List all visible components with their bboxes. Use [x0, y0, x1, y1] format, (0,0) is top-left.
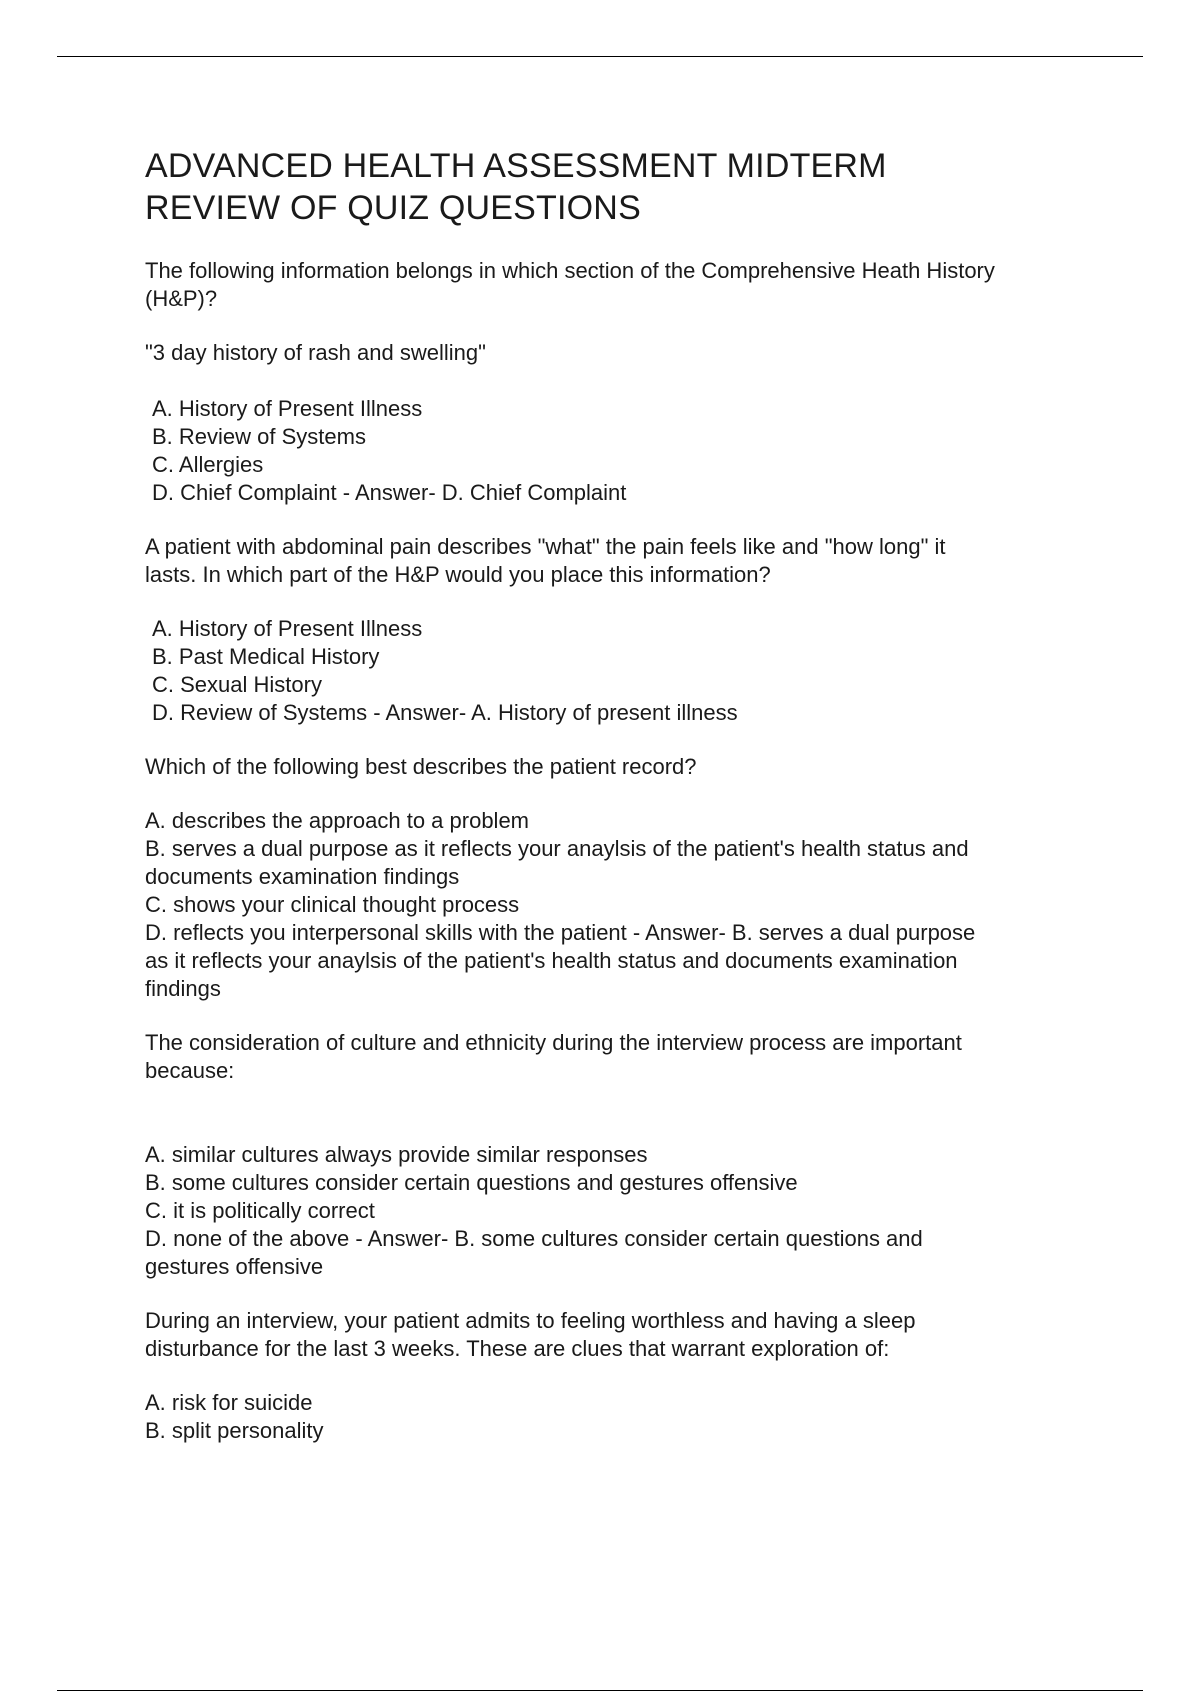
option-line-answer: D. none of the above - Answer- B. some cultures consider certain questions and — [145, 1226, 923, 1251]
option-line-answer: gestures offensive — [145, 1254, 324, 1279]
option-item: B. Past Medical History — [152, 644, 380, 669]
option-item-answer: D. Chief Complaint - Answer- D. Chief Complaint — [152, 480, 627, 505]
title-line: REVIEW OF QUIZ QUESTIONS — [145, 189, 641, 227]
option-line: C. shows your clinical thought process — [145, 892, 520, 917]
option-line: B. serves a dual purpose as it reflects your anaylsis of the patient's health status and — [145, 836, 969, 861]
option-item-answer: D. Review of Systems - Answer- A. History of present illness — [152, 700, 738, 725]
question-line: (H&P)? — [145, 286, 218, 311]
question-quote: "3 day history of rash and swelling" — [145, 340, 486, 365]
question-line: Which of the following best describes the patient record? — [145, 754, 697, 779]
option-line-answer: D. reflects you interpersonal skills with the patient - Answer- B. serves a dual purpose — [145, 920, 976, 945]
question-line: because: — [145, 1058, 235, 1083]
question-text — [145, 533, 1095, 589]
question-1 — [145, 257, 1095, 507]
option-line: A. describes the approach to a problem — [145, 808, 530, 833]
question-text — [145, 753, 1095, 781]
question-2 — [145, 533, 1095, 727]
question-line: The consideration of culture and ethnicity during the interview process are important — [145, 1030, 962, 1055]
option-item: A. History of Present Illness — [152, 396, 423, 421]
question-text — [145, 1307, 1095, 1363]
option-item: C. Sexual History — [152, 672, 322, 697]
option-line: A. similar cultures always provide similar responses — [145, 1142, 648, 1167]
option-line: B. split personality — [145, 1418, 324, 1443]
question-line: disturbance for the last 3 weeks. These are clues that warrant exploration of: — [145, 1336, 890, 1361]
document-title — [145, 145, 1095, 229]
bottom-divider — [57, 1690, 1143, 1691]
option-item: B. Review of Systems — [152, 424, 366, 449]
option-list — [145, 1141, 1095, 1281]
option-item: C. Allergies — [152, 452, 264, 477]
option-line: documents examination findings — [145, 864, 460, 889]
option-list — [145, 395, 1095, 507]
title-line: ADVANCED HEALTH ASSESSMENT MIDTERM — [145, 147, 887, 185]
question-4 — [145, 1029, 1095, 1281]
option-line: A. risk for suicide — [145, 1390, 313, 1415]
question-line: During an interview, your patient admits to feeling worthless and having a sleep — [145, 1308, 916, 1333]
option-line-answer: findings — [145, 976, 221, 1001]
top-divider — [57, 56, 1143, 57]
question-line: A patient with abdominal pain describes "what" the pain feels like and "how long" it — [145, 534, 946, 559]
option-list — [145, 807, 1095, 1003]
question-line: The following information belongs in which section of the Comprehensive Heath History — [145, 258, 995, 283]
option-line: B. some cultures consider certain questions and gestures offensive — [145, 1170, 798, 1195]
option-list — [145, 615, 1095, 727]
option-list — [145, 1389, 1095, 1445]
option-line-answer: as it reflects your anaylsis of the patient's health status and documents examination — [145, 948, 958, 973]
option-item: A. History of Present Illness — [152, 616, 423, 641]
document-body — [145, 145, 1095, 1445]
question-3 — [145, 753, 1095, 1003]
question-5 — [145, 1307, 1095, 1445]
question-line: lasts. In which part of the H&P would you place this information? — [145, 562, 771, 587]
option-line: C. it is politically correct — [145, 1198, 375, 1223]
question-text — [145, 1029, 1095, 1085]
question-text — [145, 257, 1095, 313]
